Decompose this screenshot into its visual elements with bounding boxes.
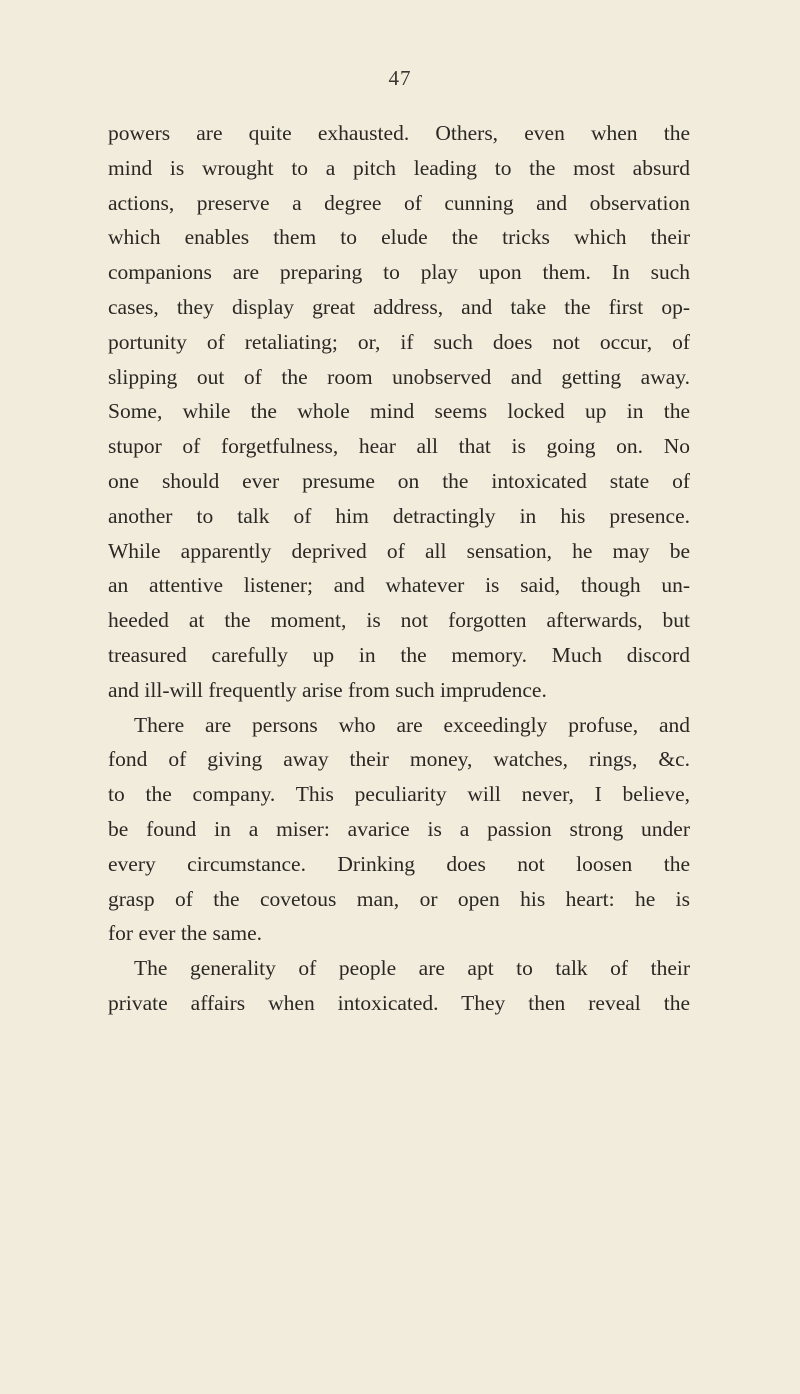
text-line: treasured carefully up in the memory. Much discord: [108, 642, 690, 667]
text-line: actions, preserve a degree of cunning and observation: [108, 190, 690, 215]
text-line: cases, they display great address, and take the first op-: [108, 294, 690, 319]
text-line: slipping out of the room unobserved and getting away.: [108, 364, 690, 389]
text-line: an attentive listener; and whatever is said, though un-: [108, 573, 690, 598]
text-line: While apparently deprived of all sensation, he may be: [108, 538, 690, 563]
text-line: heeded at the moment, is not forgotten afterwards, but: [108, 608, 690, 633]
text-line: grasp of the covetous man, or open his heart: he is: [108, 886, 690, 911]
text-line: companions are preparing to play upon them. In such: [108, 260, 690, 285]
text-line: mind is wrought to a pitch leading to the most absurd: [108, 155, 690, 180]
text-line: private affairs when intoxicated. They then reveal the: [108, 990, 690, 1015]
text-line: Some, while the whole mind seems locked up in the: [108, 399, 690, 424]
text-line: There are persons who are exceedingly profuse, and: [134, 712, 690, 737]
text-line: every circumstance. Drinking does not loosen the: [108, 851, 690, 876]
text-line: another to talk of him detractingly in his presence.: [108, 503, 690, 528]
text-line: and ill-will frequently arise from such imprudence.: [108, 677, 547, 702]
text-line: stupor of forgetfulness, hear all that is going on. No: [108, 434, 690, 459]
text-line: one should ever presume on the intoxicated state of: [108, 468, 690, 493]
text-line: The generality of people are apt to talk of their: [134, 956, 690, 981]
body-text: [108, 116, 690, 1021]
text-line: for ever the same.: [108, 921, 263, 946]
text-line: be found in a miser: avarice is a passion strong under: [108, 816, 690, 841]
text-line: fond of giving away their money, watches, rings, &c.: [108, 747, 690, 772]
text-line: to the company. This peculiarity will never, I believe,: [108, 782, 690, 807]
text-line: which enables them to elude the tricks which their: [108, 225, 690, 250]
text-line: powers are quite exhausted. Others, even when the: [108, 121, 690, 145]
page-number: 47: [388, 66, 412, 90]
text-line: portunity of retaliating; or, if such does not occur, of: [108, 329, 690, 354]
